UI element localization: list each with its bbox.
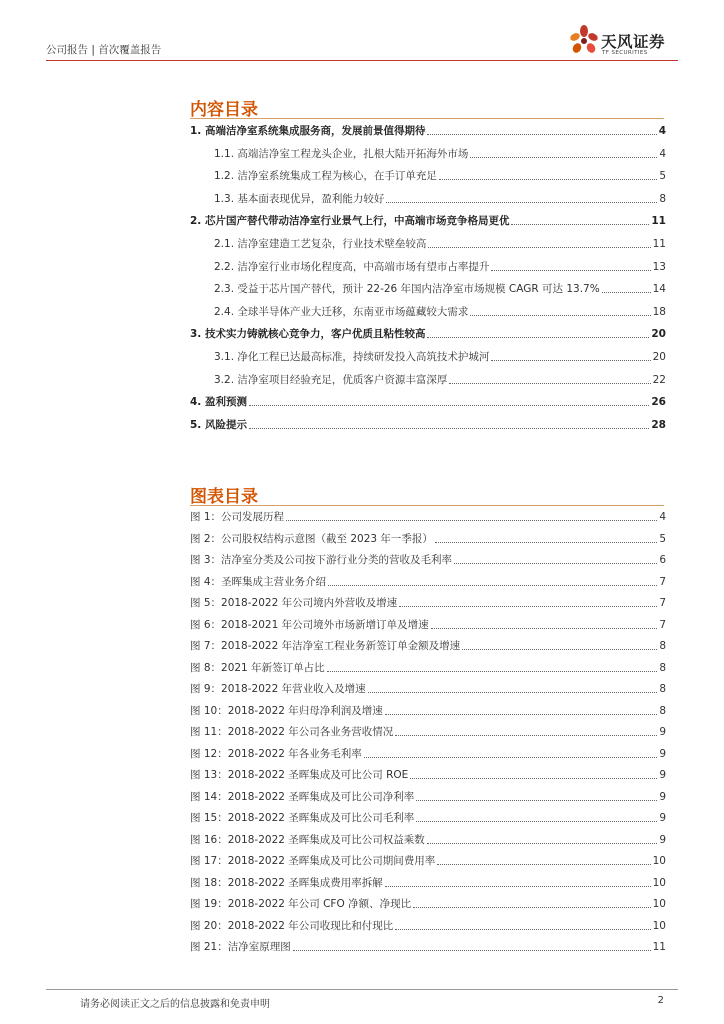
entry-page-number: 8 [659,192,666,205]
entry-label: 3.2. 洁净室项目经验充足，优质客户资源丰富深厚 [214,373,448,386]
entry-label: 图 1：公司发展历程 [190,511,285,523]
entry-page-number: 11 [651,215,666,228]
entry-label: 图 19：2018-2022 年公司 CFO 净额、净现比 [190,898,412,910]
entry-page-number: 8 [659,661,666,674]
dot-leader [328,585,657,586]
entry-page-number: 10 [652,898,666,910]
entry-label: 图 3：洁净室分类及公司按下游行业分类的营收及毛利率 [190,554,453,566]
entry-label: 2. 芯片国产替代带动洁净室行业景气上行，中高端市场竞争格局更优 [190,215,510,228]
entry-page-number: 20 [651,328,666,341]
figure-entry[interactable] [190,897,666,911]
entry-page-number: 9 [659,790,666,803]
figure-entry[interactable] [190,768,666,782]
dot-leader [602,292,651,293]
logo-english-text: TF SECURITIES [602,50,648,56]
dot-leader [449,383,650,384]
toc-entry[interactable] [214,282,666,296]
toc-entry[interactable] [214,169,666,183]
entry-page-number: 8 [659,640,666,652]
figures-title-rule [190,505,664,506]
figure-entry[interactable] [190,682,666,696]
entry-label: 3.1. 净化工程已达最高标准，持续研发投入高筑技术护城河 [214,351,490,363]
entry-label: 图 13：2018-2022 圣晖集成及可比公司 ROE [190,769,409,781]
dot-leader [511,224,649,225]
entry-page-number: 14 [652,283,666,296]
footer-divider [46,989,678,990]
dot-leader [410,778,657,779]
dot-leader [427,337,649,338]
entry-page-number: 9 [659,812,666,824]
entry-label: 2.1. 洁净室建造工艺复杂，行业技术壁垒较高 [214,238,427,250]
entry-label: 1.1. 高端洁净室工程龙头企业，扎根大陆开拓海外市场 [214,147,469,160]
dot-leader [413,907,651,908]
entry-label: 4. 盈利预测 [190,396,247,409]
dot-leader [386,202,657,203]
toc-entry[interactable] [190,214,666,228]
toc-entry[interactable] [214,305,666,319]
entry-page-number: 4 [659,147,666,160]
entry-label: 图 10：2018-2022 年归母净利润及增速 [190,704,383,717]
dot-leader [427,843,658,844]
toc-entry[interactable] [190,327,666,341]
figure-entry[interactable] [190,510,666,524]
entry-page-number: 9 [659,833,666,846]
toc-entry[interactable] [190,418,666,432]
figure-entry[interactable] [190,940,666,954]
dot-leader [399,606,657,607]
page-number: 2 [657,995,664,1006]
entry-label: 1.2. 洁净室系统集成工程为核心，在手订单充足 [214,170,437,183]
entry-page-number: 7 [659,618,666,631]
toc-entry[interactable] [214,192,666,206]
dot-leader [249,428,649,429]
entry-page-number: 10 [652,876,666,889]
dot-leader [427,134,656,135]
entry-page-number: 20 [652,351,666,363]
entry-label: 图 14：2018-2022 圣晖集成及可比公司净利率 [190,790,415,803]
entry-page-number: 13 [652,260,666,273]
entry-label: 图 7：2018-2022 年洁净室工程业务新签订单金额及增速 [190,640,461,652]
disclaimer-text: 请务必阅读正文之后的信息披露和免责申明 [80,999,270,1010]
figure-entry[interactable] [190,790,666,804]
dot-leader [385,886,651,887]
entry-label: 图 4：圣晖集成主营业务介绍 [190,575,327,588]
figure-entry[interactable] [190,575,666,589]
entry-page-number: 18 [652,305,666,318]
entry-page-number: 7 [659,575,666,588]
figure-entry[interactable] [190,725,666,739]
dot-leader [416,821,657,822]
figure-entry[interactable] [190,661,666,675]
toc-entry[interactable] [214,350,666,364]
figure-entry[interactable] [190,811,666,825]
figure-entry[interactable] [190,596,666,610]
dot-leader [293,950,651,951]
figure-entry[interactable] [190,747,666,761]
entry-page-number: 9 [659,726,666,738]
entry-label: 1. 高端洁净室系统集成服务商，发展前景值得期待 [190,125,426,137]
entry-page-number: 6 [659,554,666,566]
dot-leader [428,247,650,248]
entry-label: 2.4. 全球半导体产业大迁移，东南亚市场蕴藏较大需求 [214,305,469,318]
logo-flower-icon [568,24,600,60]
dot-leader [435,542,657,543]
report-type-header: 公司报告 | 首次覆盖报告 [46,44,162,56]
toc-entry[interactable] [214,373,666,387]
entry-label: 2.2. 洁净室行业市场化程度高，中高端市场有望市占率提升 [214,260,490,273]
figure-entry[interactable] [190,919,666,933]
figure-entry[interactable] [190,532,666,546]
entry-page-number: 28 [651,418,666,431]
entry-page-number: 5 [659,532,666,545]
entry-label: 图 12：2018-2022 年各业务毛利率 [190,747,362,760]
dot-leader [439,179,657,180]
entry-page-number: 22 [652,373,666,386]
entry-page-number: 11 [652,238,666,250]
dot-leader [470,315,650,316]
entry-label: 图 8：2021 年新签订单占比 [190,661,325,674]
dot-leader [249,405,649,406]
dot-leader [462,649,657,650]
entry-label: 5. 风险提示 [190,418,247,431]
figure-entry[interactable] [190,618,666,632]
entry-page-number: 10 [652,855,666,867]
dot-leader [395,735,657,736]
dot-leader [385,714,658,715]
figures-title: 图表目录 [190,487,258,507]
entry-label: 图 9：2018-2022 年营业收入及增速 [190,683,366,695]
dot-leader [368,692,658,693]
entry-page-number: 10 [652,919,666,932]
dot-leader [437,864,650,865]
dot-leader [431,628,658,629]
dot-leader [327,671,658,672]
logo-chinese-text: 天风证券 [601,33,666,51]
dot-leader [364,757,658,758]
figure-entry[interactable] [190,833,666,847]
entry-label: 图 15：2018-2022 圣晖集成及可比公司毛利率 [190,812,415,824]
entry-label: 1.3. 基本面表现优异，盈利能力较好 [214,192,385,205]
entry-label: 图 21：洁净室原理图 [190,941,291,953]
dot-leader [286,520,657,521]
entry-label: 2.3. 受益于芯片国产替代，预计 22-26 年国内洁净室市场规模 CAGR 可达 13.7% [214,283,600,296]
entry-page-number: 7 [659,597,666,609]
entry-page-number: 9 [659,747,666,760]
entry-label: 图 16：2018-2022 圣晖集成及可比公司权益乘数 [190,833,425,846]
figure-entry[interactable] [190,704,666,718]
figure-entry[interactable] [190,876,666,890]
dot-leader [395,929,650,930]
figure-entry[interactable] [190,639,666,653]
header-divider [46,60,678,61]
company-logo [568,24,678,60]
figure-entry[interactable] [190,553,666,567]
figure-entry[interactable] [190,854,666,868]
toc-entry[interactable] [214,237,666,251]
entry-page-number: 8 [659,704,666,717]
dot-leader [454,563,657,564]
entry-page-number: 5 [659,170,666,183]
toc-entry[interactable] [214,147,666,161]
dot-leader [491,360,650,361]
entry-label: 图 20：2018-2022 年公司收现比和付现比 [190,919,394,932]
entry-label: 3. 技术实力铸就核心竞争力，客户优质且粘性较高 [190,328,426,341]
entry-label: 图 6：2018-2021 年公司境外市场新增订单及增速 [190,618,429,631]
dot-leader [491,270,650,271]
entry-page-number: 9 [659,769,666,781]
entry-page-number: 4 [658,125,666,137]
entry-page-number: 26 [651,396,666,409]
dot-leader [416,800,657,801]
toc-entry[interactable] [214,260,666,274]
entry-label: 图 2：公司股权结构示意图（截至 2023 年一季报） [190,532,433,545]
entry-label: 图 18：2018-2022 圣晖集成费用率拆解 [190,876,383,889]
toc-entry[interactable] [190,124,666,138]
toc-title: 内容目录 [190,100,258,120]
toc-title-rule [190,118,664,119]
entry-label: 图 11：2018-2022 年公司各业务营收情况 [190,726,394,738]
entry-page-number: 11 [652,941,666,953]
dot-leader [470,157,657,158]
entry-page-number: 4 [659,511,666,523]
entry-page-number: 8 [659,683,666,695]
toc-entry[interactable] [190,395,666,409]
entry-label: 图 17：2018-2022 圣晖集成及可比公司期间费用率 [190,855,436,867]
entry-label: 图 5：2018-2022 年公司境内外营收及增速 [190,597,398,609]
